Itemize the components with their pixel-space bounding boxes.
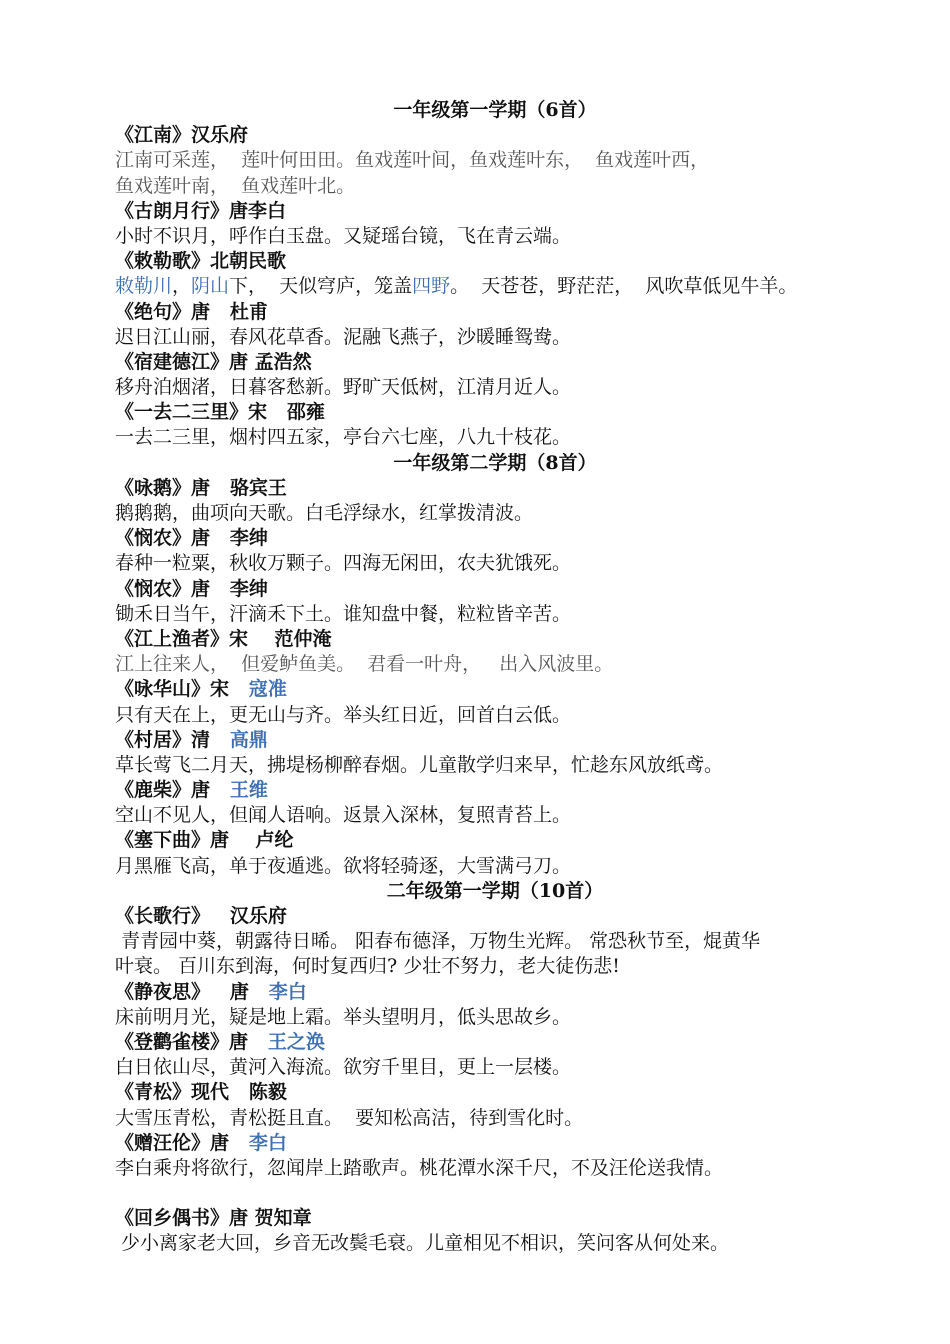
poem-line: 锄禾日当午，汗滴禾下土。谁知盘中餐，粒粒皆辛苦。: [115, 602, 572, 625]
poem-line: 李白乘舟将欲行，忽闻岸上踏歌声。桃花潭水深千尺，不及汪伦送我情。: [115, 1156, 724, 1179]
poem-line: 江上往来人， 但爱鲈鱼美。 君看一叶舟， 出入风波里。: [115, 653, 614, 676]
poem-title: [115, 980, 875, 1005]
document-page: [115, 98, 875, 1257]
poem-author: 李白: [248, 1131, 287, 1154]
poem-line: 大雪压青松，青松挺且直。 要知松高洁，待到雪化时。: [115, 1106, 584, 1129]
poem-title: [115, 1131, 875, 1156]
poem-title: 《江上渔者》宋 范仲淹: [115, 627, 332, 650]
poem-title-main: 《登鹳雀楼》唐: [115, 1030, 268, 1053]
poem-text-highlight: 敕勒川: [115, 275, 173, 298]
poem-text: 下， 天似穹庐，笼盖: [229, 275, 413, 298]
poem-author: 李白: [268, 980, 307, 1003]
poem-author: 寇准: [248, 678, 287, 701]
poem-line: 鱼戏莲叶南， 鱼戏莲叶北。: [115, 174, 356, 197]
section-heading: 一年级第一学期（6首）: [393, 99, 597, 121]
poem-line: 一去二三里，烟村四五家，亭台六七座，八九十枝花。: [115, 426, 572, 449]
poem-line: 草长莺飞二月天，拂堤杨柳醉春烟。儿童散学归来早，忙趁东风放纸鸢。: [115, 753, 724, 776]
poem-title: 《古朗月行》唐李白: [115, 199, 287, 222]
poem-line: 月黑雁飞高，单于夜遁逃。欲将轻骑逐，大雪满弓刀。: [115, 854, 572, 877]
poem-text: 。 天苍苍，野茫茫， 风吹草低见牛羊。: [450, 275, 798, 298]
poem-title-main: 《静夜思》 唐: [115, 980, 269, 1003]
poem-title: 《宿建德江》唐 孟浩然: [115, 350, 312, 373]
poem-author: 高鼎: [229, 728, 268, 751]
poem-line: 白日依山尽，黄河入海流。欲穷千里目，更上一层楼。: [115, 1056, 572, 1079]
poem-line: 江南可采莲， 莲叶何田田。鱼戏莲叶间，鱼戏莲叶东， 鱼戏莲叶西，: [115, 149, 710, 172]
poem-title: 《长歌行》 汉乐府: [115, 905, 287, 927]
section-heading: 一年级第二学期（8首）: [393, 451, 597, 474]
poem-title: [115, 778, 875, 803]
poem-title: 《塞下曲》唐 卢纶: [115, 829, 294, 852]
poem-line: 迟日江山丽，春风花草香。泥融飞燕子，沙暖睡鸳鸯。: [115, 325, 572, 348]
poem-title-main: 《鹿柴》唐: [115, 779, 230, 802]
poem-title-main: 《赠汪伦》唐: [115, 1131, 249, 1154]
poem-title: 《一去二三里》宋 邵雍: [115, 401, 325, 424]
poem-title: 《敕勒歌》北朝民歌: [115, 250, 287, 273]
poem-line: 床前明月光，疑是地上霜。举头望明月，低头思故乡。: [115, 1005, 572, 1028]
poem-line: 春种一粒粟，秋收万颗子。四海无闲田，农夫犹饿死。: [115, 552, 572, 575]
poem-text: ，: [172, 275, 192, 298]
spacer: [115, 1181, 875, 1206]
poem-title-main: 《村居》清: [115, 728, 230, 751]
poem-title: 《悯农》唐 李绅: [115, 577, 268, 600]
poem-title: 《江南》汉乐府: [115, 124, 249, 147]
section-heading: 二年级第一学期（10首）: [386, 879, 604, 902]
poem-title: 《悯农》唐 李绅: [115, 527, 268, 550]
poem-title: 《绝句》唐 杜甫: [115, 300, 268, 323]
poem-line: 移舟泊烟渚，日暮客愁新。野旷天低树，江清月近人。: [115, 376, 572, 399]
poem-title: 《青松》现代 陈毅: [115, 1081, 287, 1104]
poem-text-highlight: 四野: [412, 275, 451, 298]
poem-title: 《回乡偶书》唐 贺知章: [115, 1207, 312, 1230]
poem-text-highlight: 阴山: [191, 275, 230, 298]
poem-title: [115, 1030, 875, 1055]
poem-author: 王维: [229, 779, 268, 802]
poem-line: 只有天在上，更无山与齐。举头红日近，回首白云低。: [115, 703, 572, 726]
poem-line: 叶衰。 百川东到海，何时复西归? 少壮不努力，老大徒伤悲!: [115, 955, 620, 978]
poem-title: [115, 677, 875, 702]
poem-author: 王之涣: [267, 1030, 325, 1053]
poem-title-main: 《咏华山》宋: [115, 678, 249, 701]
poem-title: [115, 728, 875, 753]
poem-line: 空山不见人，但闻人语响。返景入深林，复照青苔上。: [115, 804, 572, 827]
poem-line: 小时不识月，呼作白玉盘。又疑瑶台镜，飞在青云端。: [115, 224, 572, 247]
poem-line: 青青园中葵，朝露待日晞。 阳春布德泽，万物生光辉。 常恐秋节至，焜黄华: [115, 930, 761, 953]
poem-line: [115, 274, 875, 299]
poem-title: 《咏鹅》唐 骆宾王: [115, 476, 287, 499]
poem-line: 少小离家老大回，乡音无改鬓毛衰。儿童相见不相识，笑问客从何处来。: [115, 1232, 730, 1255]
poem-line: 鹅鹅鹅，曲项向天歌。白毛浮绿水，红掌拨清波。: [115, 502, 534, 524]
